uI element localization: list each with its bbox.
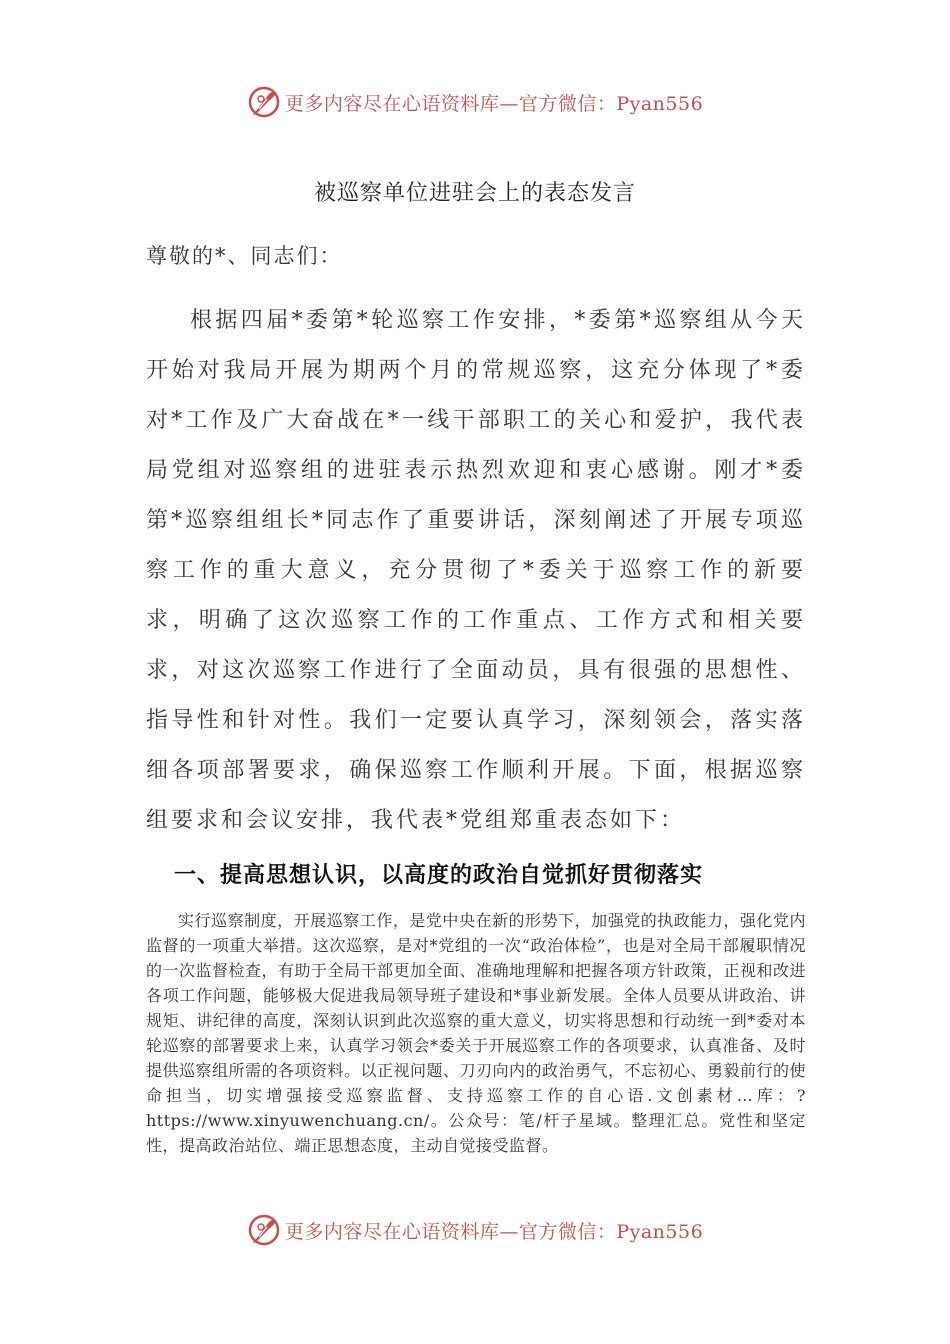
footer-banner [0,1210,950,1250]
banner-text [285,1217,703,1244]
banner-separator: — [499,92,519,115]
salutation: 尊敬的*、同志们： [146,244,343,268]
banner-brand: 更多内容尽在心语资料库 [284,1220,500,1243]
quill-logo-icon [247,85,281,119]
banner-text [285,89,703,116]
document-title: 被巡察单位进驻会上的表态发言 [313,181,636,206]
opening-paragraph: 根据四届*委第*轮巡察工作安排，*委第*巡察组从今天开始对我局开展为期两个月的常规巡察，这充分体现了*委对*工作及广大奋战在*一线干部职工的关心和爱护，我代表局党组对巡察组的进驻表示热烈欢迎和衷心感谢。刚才*委第*巡察组组长*同志作了重要讲话，深刻阐述了开展专项巡察工作的重大意义，充分贯彻了*委关于巡察工作的新要求，明确了这次巡察工作的工作重点、工作方式和相关要求，对这次巡察工作进行了全面动员，具有很强的思想性、指导性和针对性。我们一定要认真学习，深刻领会，落实落细各项部署要求，确保巡察工作顺利开展。下面，根据巡察组要求和会议安排，我代表*党组郑重表态如下： [146,308,806,833]
section-paragraph: 实行巡察制度，开展巡察工作，是党中央在新的形势下，加强党的执政能力，强化党内监督的一项重大举措。这次巡察，是对*党组的一次“政治体检”，也是对全局干部履职情况的一次监督检查，有助于全局干部更加全面、准确地理解和把握各项方针政策，正视和改进各项工作问题，能够极大促进我局领导班子建设和*事业新发展。全体人员要从讲政治、讲规矩、讲纪律的高度，深刻认识到此次巡察的重大意义，切实将思想和行动统一到*委对本轮巡察的部署要求上来，认真学习领会*委关于开展巡察工作的各项要求，认真准备、及时提供巡察组所需的各项资料。以正视问题、刀刃向内的政治勇气，不忘初心、勇毅前行的使命担当，切实增强接受巡察监督、支持巡察工作的自心语.文创素材…库：?https://www.xinyuwenchuang.cn/。公众号：笔/杆子星域。整理汇总。党性和坚定性，提高政治站位、端正思想态度，主动自觉接受监督。 [146,911,807,1155]
banner-separator: — [499,1220,519,1243]
section-heading: 一、提高思想认识，以高度的政治自觉抓好贯彻落实 [174,863,704,888]
banner-contact: 官方微信：Pyan556 [518,1220,704,1243]
banner-brand: 更多内容尽在心语资料库 [284,92,500,115]
header-banner [0,82,950,122]
quill-logo-icon [247,1213,281,1247]
banner-contact: 官方微信：Pyan556 [518,92,704,115]
